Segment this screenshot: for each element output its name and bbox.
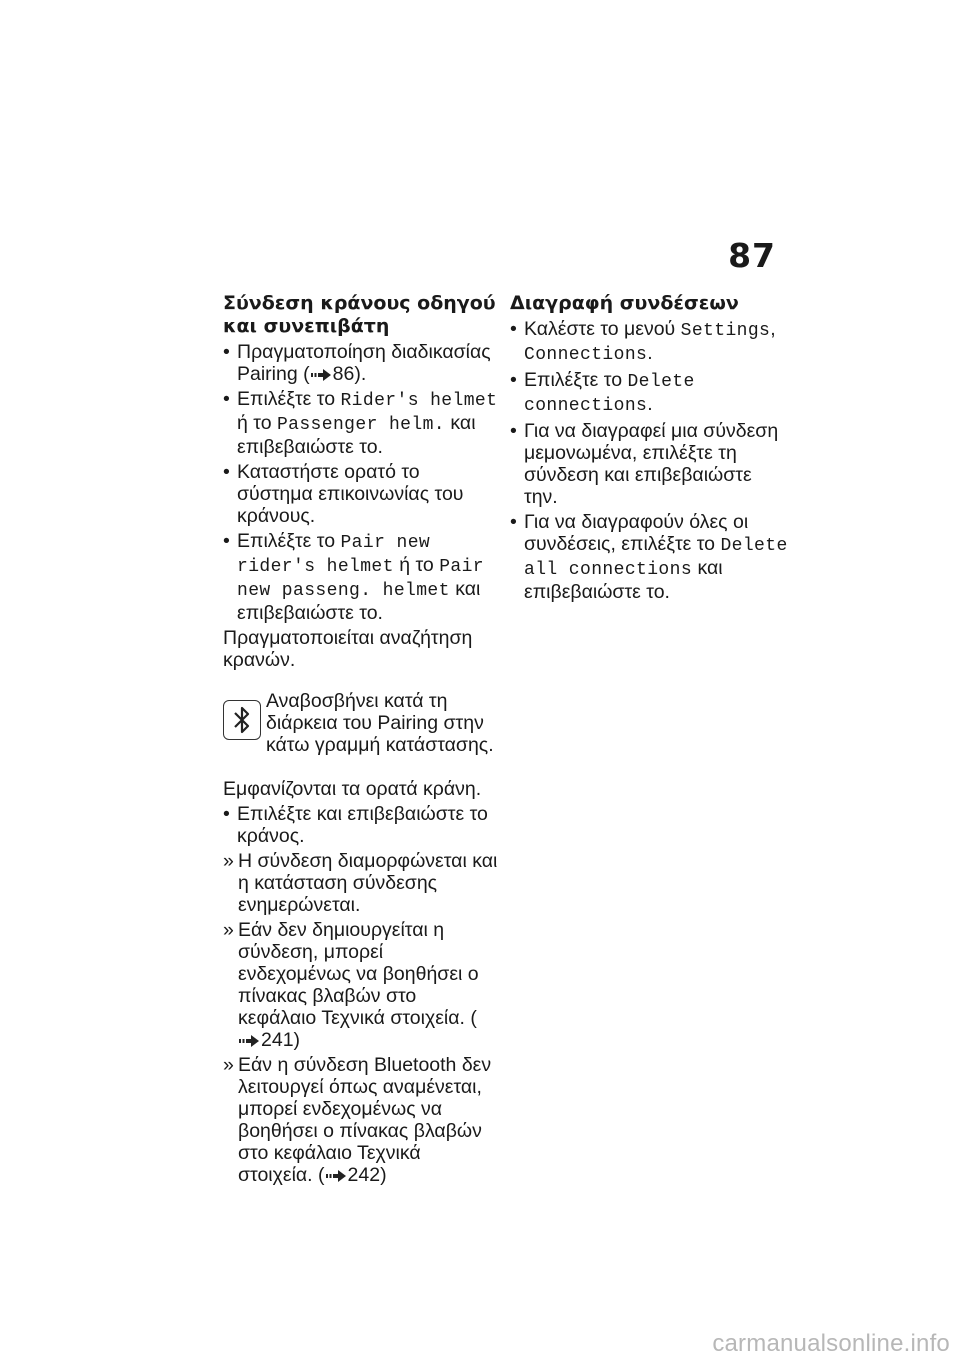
status-text: Εμφανίζονται τα ορατά κράνη. (223, 778, 482, 800)
result-item: » Εάν δεν δημιουργείται η σύνδεση, μπορεί ενδεχομένως να βοηθήσει ο πίνακας βλαβών στο κεφάλαιο Τεχνικά στοιχεία. (241) (223, 919, 479, 1051)
bullet: • (510, 369, 517, 391)
bullet: • (223, 530, 230, 552)
list-item: • Επιλέξτε το Pair new rider's helmet ή το Pair new passeng. helmet και επιβεβαιώστε το. (223, 530, 485, 624)
menu-option: Pair new rider's helmet (237, 533, 431, 577)
list-item: • Επιλέξτε το Rider's helmet ή το Passenger helm. και επιβεβαιώστε το. (223, 388, 498, 458)
bluetooth-note: Αναβοσβήνει κατά τη διάρκεια του Pairing στην κάτω γραμμή κατάστασης. (223, 690, 498, 756)
page-reference: 86 (332, 363, 355, 385)
bullet: • (510, 318, 517, 340)
list-item: • Για να διαγραφεί μια σύνδεση μεμονωμένα, επιλέξτε τη σύνδεση και επιβεβαιώστε την. (510, 420, 779, 508)
menu-option: Delete connections (524, 372, 695, 416)
left-column (223, 292, 498, 1189)
bullet: • (223, 341, 230, 363)
section-heading-delete: Διαγραφή συνδέσεων (510, 292, 739, 314)
menu-option: Pair new passeng. helmet (237, 557, 485, 601)
result-mark: » (223, 1054, 234, 1076)
arrow-right-icon (311, 369, 331, 381)
list-item: • Για να διαγραφούν όλες οι συνδέσεις, επιλέξτε το Delete all connections και επιβεβαιώστε το. (510, 511, 788, 603)
result-mark: » (223, 850, 234, 872)
bullet: • (510, 511, 517, 533)
page-reference: 241 (261, 1029, 294, 1051)
list-item: • Πραγματοποίηση διαδικασίας Pairing ( 86). (223, 341, 491, 385)
result-item: » Η σύνδεση διαμορφώνεται και η κατάσταση σύνδεσης ενημερώνεται. (223, 850, 498, 916)
list-item: • Επιλέξτε το Delete connections. (510, 369, 695, 416)
list-item: • Επιλέξτε και επιβεβαιώστε το κράνος. (223, 803, 488, 847)
right-column (510, 292, 790, 606)
bullet: • (223, 388, 230, 410)
arrow-right-icon (326, 1170, 346, 1182)
section-heading-pairing: Σύνδεση κράνους οδηγού και συνεπιβάτη (223, 292, 496, 337)
menu-option: Connections (524, 345, 648, 365)
result-mark: » (223, 919, 234, 941)
menu-option: Settings (680, 321, 771, 341)
list-item: • Καταστήστε ορατό το σύστημα επικοινωνίας του κράνους. (223, 461, 464, 527)
bullet: • (223, 461, 230, 483)
bluetooth-icon (223, 700, 261, 740)
list-item: • Καλέστε το μενού Settings, Connections. (510, 318, 776, 365)
watermark: carmanualsonline.info (712, 1330, 950, 1357)
menu-option: Delete all connections (524, 536, 788, 580)
arrow-right-icon (239, 1035, 259, 1047)
page-number: 87 (728, 236, 776, 275)
page-reference: 242 (347, 1164, 381, 1186)
menu-option: Passenger helm. (276, 415, 445, 435)
bullet: • (223, 803, 230, 825)
menu-option: Rider's helmet (340, 391, 498, 411)
bullet: • (510, 420, 517, 442)
status-text: Πραγματοποιείται αναζήτηση κρανών. (223, 627, 473, 671)
result-item: » Εάν η σύνδεση Bluetooth δεν λειτουργεί όπως αναμένεται, μπορεί ενδεχομένως να βοηθήσει ο πίνακας βλαβών στο κεφάλαιο Τεχνικά στοιχεία. ( 242) (223, 1054, 492, 1186)
